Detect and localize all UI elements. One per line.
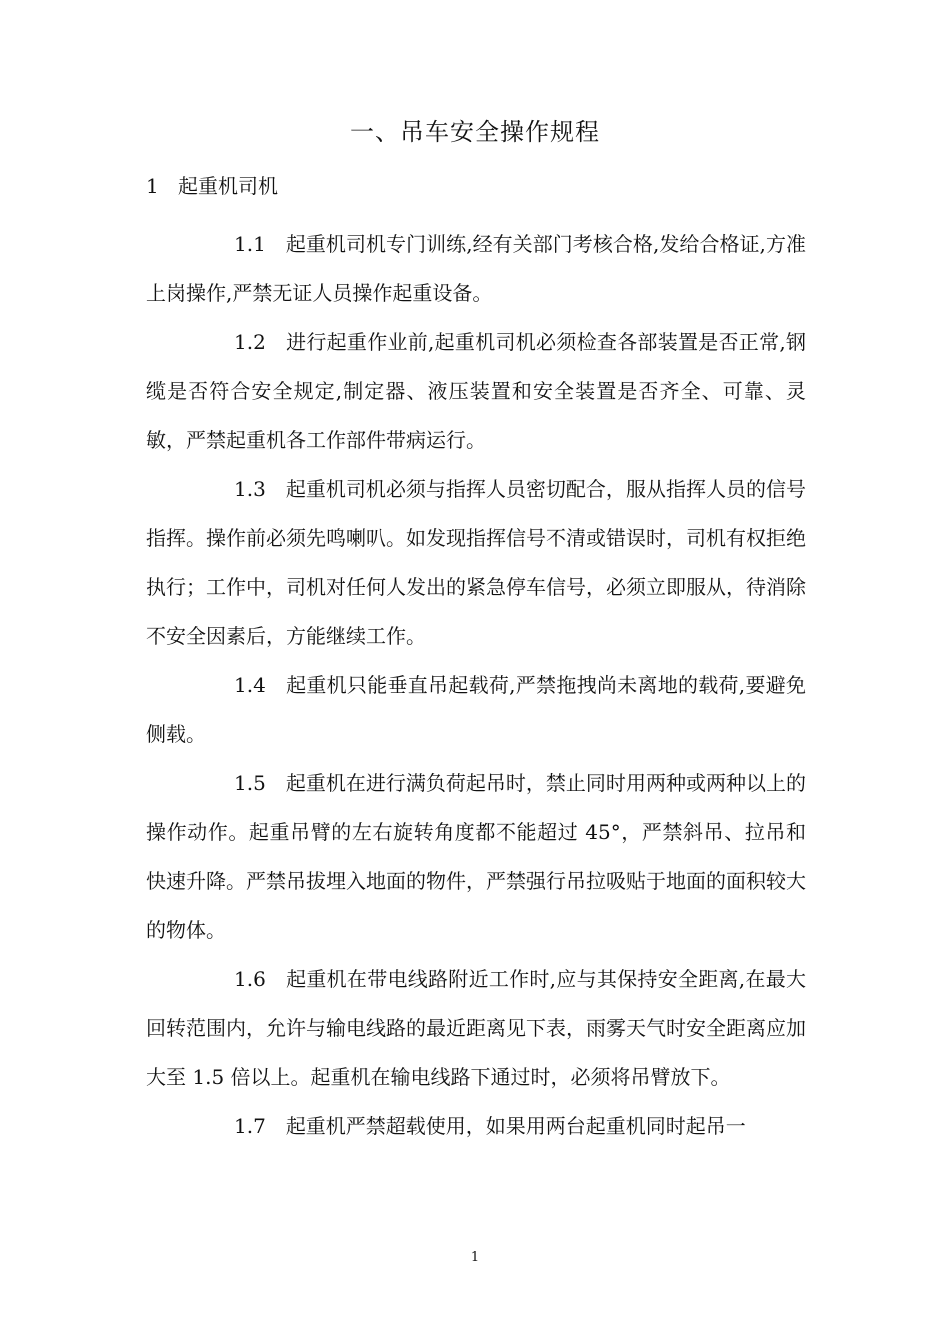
paragraph-text: 进行起重作业前,起重机司机必须检查各部装置是否正常,钢缆是否符合安全规定,制定器、液压装置和安全装置是否齐全、可靠、灵敏，严禁起重机各工作部件带病运行。 <box>146 330 806 452</box>
paragraph-number: 1.6 <box>234 967 266 991</box>
paragraph-text: 起重机司机专门训练,经有关部门考核合格,发给合格证,方准上岗操作,严禁无证人员操作起重设备。 <box>146 232 806 305</box>
paragraph-text: 起重机在进行满负荷起吊时，禁止同时用两种或两种以上的操作动作。起重吊臂的左右旋转角度都不能超过 45°，严禁斜吊、拉吊和快速升降。严禁吊拔埋入地面的物件，严禁强行吊拉吸贴于地面的面积较大的物体。 <box>146 771 806 942</box>
page-number: 1 <box>470 1250 480 1265</box>
paragraph-1-3 <box>146 465 806 661</box>
paragraph-text: 起重机在带电线路附近工作时,应与其保持安全距离,在最大回转范围内，允许与输电线路的最近距离见下表，雨雾天气时安全距离应加大至 1.5 倍以上。起重机在输电线路下通过时，必须将吊臂放下。 <box>146 967 806 1089</box>
paragraph-text: 起重机严禁超载使用，如果用两台起重机同时起吊一 <box>285 1114 746 1138</box>
document-title: 一、吊车安全操作规程 <box>350 118 600 146</box>
paragraph-1-7 <box>146 1102 806 1151</box>
paragraph-text: 起重机司机必须与指挥人员密切配合，服从指挥人员的信号指挥。操作前必须先鸣喇叭。如发现指挥信号不清或错误时，司机有权拒绝执行；工作中，司机对任何人发出的紧急停车信号，必须立即服从，待消除不安全因素后，方能继续工作。 <box>146 477 806 648</box>
paragraph-number: 1.1 <box>234 232 266 256</box>
paragraph-number: 1.7 <box>234 1114 266 1138</box>
paragraph-number: 1.5 <box>234 771 266 795</box>
paragraph-number: 1.4 <box>234 673 266 697</box>
paragraph-1-1 <box>146 220 806 318</box>
section-number: 1 <box>146 174 159 198</box>
paragraph-1-2 <box>146 318 806 465</box>
section-heading <box>146 171 278 201</box>
paragraph-text: 起重机只能垂直吊起载荷,严禁拖拽尚未离地的载荷,要避免侧载。 <box>146 673 806 746</box>
paragraph-number: 1.2 <box>234 330 266 354</box>
paragraph-1-5 <box>146 759 806 955</box>
section-title: 起重机司机 <box>178 174 278 198</box>
paragraph-1-6 <box>146 955 806 1102</box>
paragraph-1-4 <box>146 661 806 759</box>
paragraph-number: 1.3 <box>234 477 266 501</box>
document-body <box>146 220 806 1151</box>
